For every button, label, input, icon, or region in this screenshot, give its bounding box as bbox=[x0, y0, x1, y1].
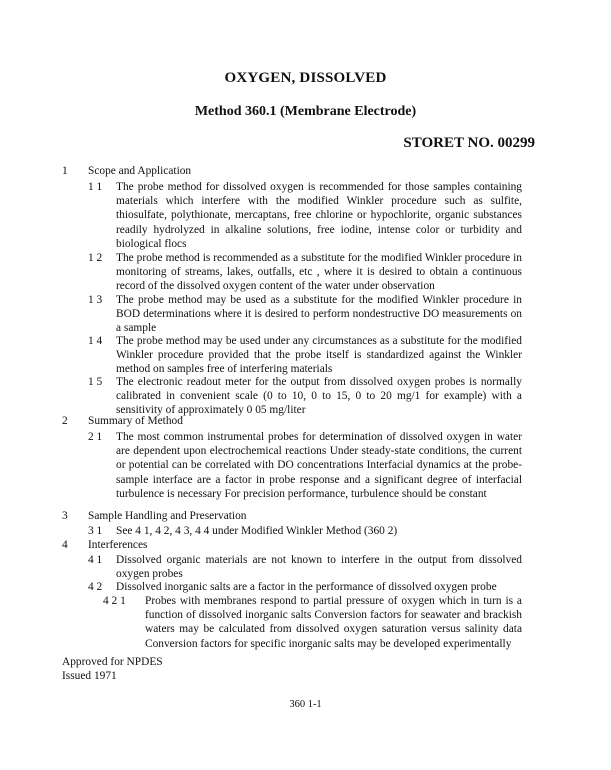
section-title: Scope and Application bbox=[88, 165, 192, 177]
item-number: 4 2 1 bbox=[103, 595, 126, 607]
paragraph-item bbox=[88, 334, 522, 377]
item-number: 1 5 bbox=[88, 376, 103, 388]
paragraph-item bbox=[88, 375, 522, 418]
item-text: Dissolved inorganic salts are a factor in the performance of dissolved oxygen probe bbox=[116, 581, 497, 593]
item-number: 4 1 bbox=[88, 554, 103, 566]
item-number: 1 1 bbox=[88, 181, 103, 193]
document-title: OXYGEN, DISSOLVED bbox=[224, 70, 387, 86]
section-number: 2 bbox=[62, 415, 68, 427]
subparagraph-item bbox=[103, 594, 522, 651]
item-text: Probes with membranes respond to partial pressure of oxygen which in turn is a function of dissolved inorganic salts Conversion factors for seawater and brackish waters may be calculated from dissolved oxygen saturation versus salinity data Conversion factors for specific inorganic salts may be developed experimentally bbox=[145, 595, 522, 650]
issued-note: Issued 1971 bbox=[62, 670, 117, 682]
item-text: The probe method may be used under any circumstances as a substitute for the modified Winkler procedure provided that the probe itself is standardized against the Winkler method on samples free of interfering materials bbox=[116, 335, 522, 376]
item-text: The electronic readout meter for the output from dissolved oxygen probes is normally calibrated in convenient scale (0 to 10, 0 to 15, 0 to 20 mg/1 for example) with a sensitivity of approximately 0 05 mg/liter bbox=[116, 376, 522, 417]
paragraph-item bbox=[88, 180, 522, 251]
section-number: 4 bbox=[62, 539, 68, 551]
item-number: 1 4 bbox=[88, 335, 103, 347]
storet-number: STORET NO. 00299 bbox=[403, 135, 535, 151]
paragraph-item bbox=[88, 524, 522, 538]
approval-note: Approved for NPDES bbox=[62, 656, 163, 668]
paragraph-item bbox=[88, 430, 522, 501]
item-text: The most common instrumental probes for determination of dissolved oxygen in water are dependent upon electrochemical reactions Under steady-state conditions, the current or potential can be correlated with DO concentrations Interfacial dynamics at the probe-sample interface are a factor in probe response and a significant degree of interfacial turbulence is necessary For precision performance, turbulence should be constant bbox=[116, 431, 522, 500]
section-title: Interferences bbox=[88, 539, 148, 551]
paragraph-item bbox=[88, 293, 522, 336]
item-text: The probe method may be used as a substitute for the modified Winkler procedure in BOD determinations where it is desired to perform nondestructive DO measurements on a sample bbox=[116, 294, 522, 335]
page-number: 360 1-1 bbox=[289, 699, 322, 710]
item-text: The probe method is recommended as a substitute for the modified Winkler procedure in monitoring of streams, lakes, outfalls, etc , where it is desired to obtain a continuous record of the dissolved oxygen content of the water under observation bbox=[116, 252, 522, 293]
item-number: 3 1 bbox=[88, 525, 103, 537]
paragraph-item bbox=[88, 580, 522, 594]
method-subtitle: Method 360.1 (Membrane Electrode) bbox=[194, 104, 417, 119]
item-text: Dissolved organic materials are not known to interfere in the output from dissolved oxygen probes bbox=[116, 554, 522, 581]
section-number: 1 bbox=[62, 165, 68, 177]
item-number: 1 2 bbox=[88, 252, 103, 264]
section-title: Sample Handling and Preservation bbox=[88, 510, 247, 522]
item-text: See 4 1, 4 2, 4 3, 4 4 under Modified Winkler Method (360 2) bbox=[116, 525, 398, 537]
section-number: 3 bbox=[62, 510, 68, 522]
item-text: The probe method for dissolved oxygen is recommended for those samples containing materials which interfere with the modified Winkler procedure such as sulfite, thiosulfate, polythionate, mercaptans, free chlorine or hypochlorite, organic substances readily hydrolyzed in alkaline solutions, free iodine, intense color or turbidity and biological flocs bbox=[116, 181, 522, 250]
paragraph-item bbox=[88, 251, 522, 294]
section-title: Summary of Method bbox=[88, 415, 183, 427]
paragraph-item bbox=[88, 553, 522, 581]
item-number: 4 2 bbox=[88, 581, 103, 593]
item-number: 1 3 bbox=[88, 294, 103, 306]
item-number: 2 1 bbox=[88, 431, 103, 443]
